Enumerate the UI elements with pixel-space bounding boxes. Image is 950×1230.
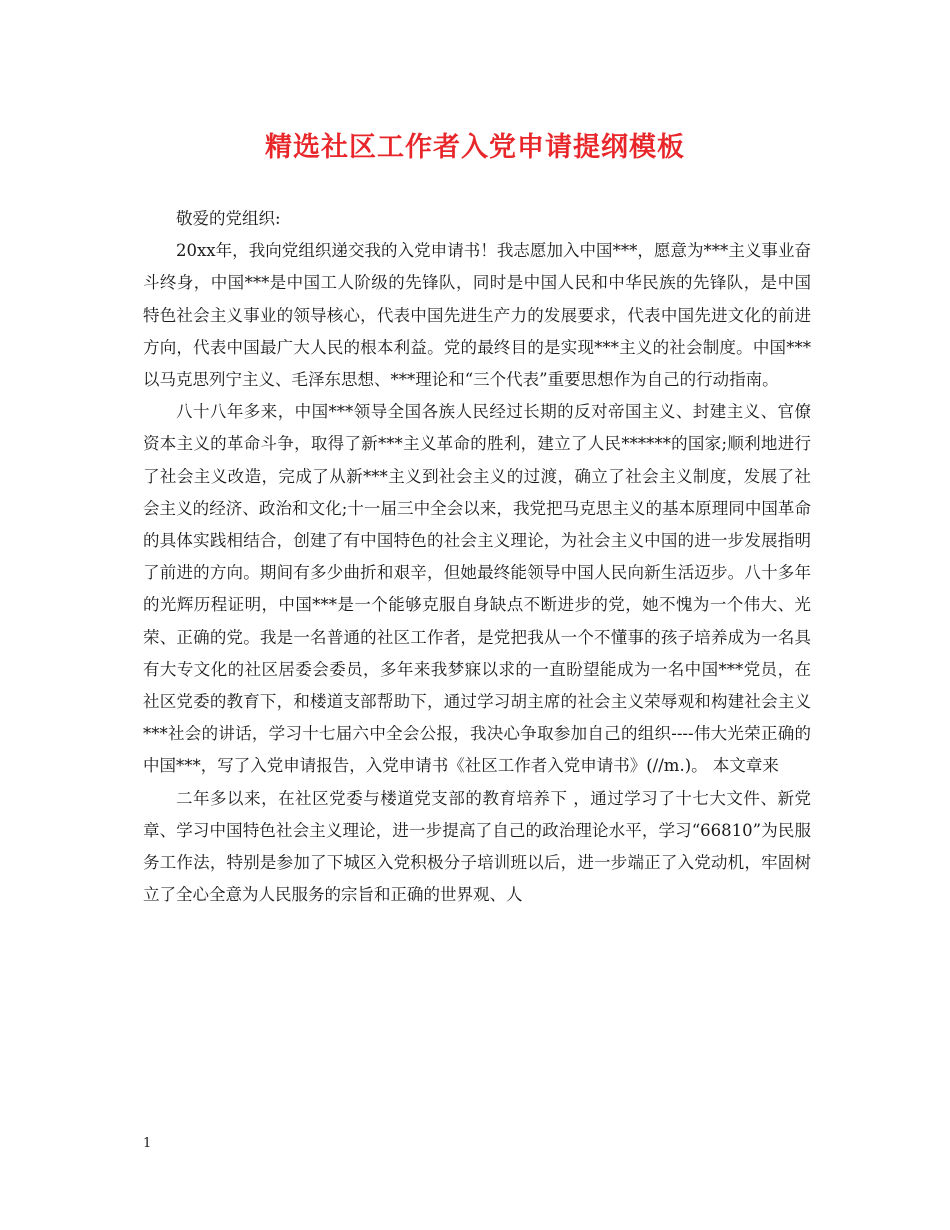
document-body [143, 203, 811, 911]
salutation: 敬爱的党组织: [176, 209, 281, 228]
paragraph-3: 二年多以来，在社区党委与楼道党支部的教育培养下 ，通过学习了十七大文件、新党章、学习中国特色社会主义理论，进一步提高了自己的政治理论水平，学习“66810”为民服务工作法，特别是参加了下城区入党积极分子培训班以后，进一步端正了入党动机，牢固树立了全心全意为人民服务的宗旨和正确的世界观、人 [143, 788, 811, 905]
document-title: 精选社区工作者入党申请提纲模板 [265, 132, 685, 163]
paragraph-2: 八十八年多来，中国***领导全国各族人民经过长期的反对帝国主义、封建主义、官僚资本主义的革命斗争，取得了新***主义革命的胜利，建立了人民******的国家;顺利地进行了社会主义改造，完成了从新***主义到社会主义的过渡，确立了社会主义制度，发展了社会主义的经济、政治和文化;十一届三中全会以来，我党把马克思主义的基本原理同中国革命的具体实践相结合，创建了有中国特色的社会主义理论，为社会主义中国的进一步发展指明了前进的方向。期间有多少曲折和艰辛，但她最终能领导中国人民向新生活迈步。八十多年的光辉历程证明，中国***是一个能够克服自身缺点不断进步的党，她不愧为一个伟大、光荣、正确的党。我是一名普通的社区工作者，是党把我从一个不懂事的孩子培养成为一名具有大专文化的社区居委会委员，多年来我梦寐以求的一直盼望能成为一名中国***党员，在社区党委的教育下，和楼道支部帮助下，通过学习胡主席的社会主义荣辱观和构建社会主义***社会的讲话，学习十七届六中全会公报，我决心争取参加自己的组织----伟大光荣正确的中国***，写了入党申请报告，入党申请书《社区工作者入党申请书》(//m.)。 本文章来 [143, 402, 811, 776]
paragraph-1: 20xx年，我向党组织递交我的入党申请书！我志愿加入中国***，愿意为***主义事业奋斗终身，中国***是中国工人阶级的先锋队，同时是中国人民和中华民族的先锋队，是中国特色社会主义事业的领导核心，代表中国先进生产力的发展要求，代表中国先进文化的前进方向，代表中国最广大人民的根本利益。党的最终目的是实现***主义的社会制度。中国***以马克思列宁主义、毛泽东思想、***理论和“三个代表”重要思想作为自己的行动指南。 [143, 241, 811, 390]
page-number: 1 [143, 1136, 152, 1151]
